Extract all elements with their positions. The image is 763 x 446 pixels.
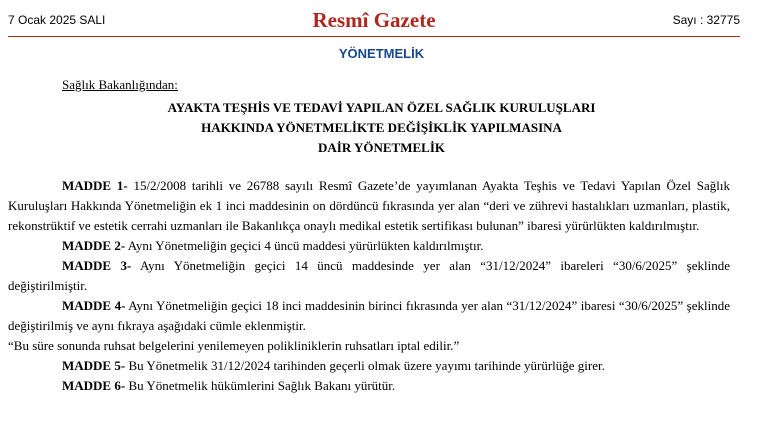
- article-label: MADDE 5-: [62, 358, 126, 373]
- ministry-name: Sağlık Bakanlığından:: [62, 77, 178, 92]
- article-1: [8, 176, 730, 236]
- article-text: Bu Yönetmelik 31/12/2024 tarihinden geçerli olmak üzere yayımı tarihinde yürürlüğe girer.: [125, 358, 605, 373]
- article-text: Aynı Yönetmeliğin geçici 18 inci maddesinin birinci fıkrasında yer alan “31/12/2024” ibaresi “30/6/2025” şeklinde değiştirilmiş ve aynı fıkraya aşağıdaki cümle eklenmiştir.: [8, 298, 731, 333]
- regulation-title: [0, 98, 763, 158]
- article-text: Bu Yönetmelik hükümlerini Sağlık Bakanı yürütür.: [125, 378, 396, 393]
- regulation-title-line: DAİR YÖNETMELİK: [317, 140, 445, 155]
- article-text: “Bu süre sonunda ruhsat belgelerini yenilemeyen polikliniklerin ruhsatları iptal edilir.”: [8, 338, 460, 353]
- article-text: 15/2/2008 tarihli ve 26788 sayılı Resmî Gazete’de yayımlanan Ayakta Teşhis ve Tedavi Yapılan Özel Sağlık Kuruluşları Hakkında Yönetmeliğin ek 1 inci maddesinin on dördüncü fıkrasında yer alan “deri ve zührevi hastalıkları uzmanları, plastik, rekonstrüktif ve estetik cerrahi uzmanları ile Bakanlıkça onaylı medikal estetik sertifikası bulunan” ibaresi yürürlükten kaldırılmıştır.: [8, 178, 730, 233]
- article-label: MADDE 3-: [62, 258, 132, 273]
- article-text: Aynı Yönetmeliğin geçici 14 üncü maddesinde yer alan “31/12/2024” ibareleri “30/6/2025” şeklinde değiştirilmiştir.: [8, 258, 730, 293]
- article-5: [8, 356, 730, 376]
- article-6: [8, 376, 730, 396]
- article-4: [8, 296, 730, 336]
- article-label: MADDE 6-: [62, 378, 126, 393]
- issue-date: 7 Ocak 2025 SALI: [8, 13, 106, 27]
- article-2: [8, 236, 730, 256]
- regulation-title-line: HAKKINDA YÖNETMELİKTE DEĞİŞİKLİK YAPILMASINA: [201, 120, 562, 135]
- article-text: Aynı Yönetmeliğin geçici 4 üncü maddesi yürürlükten kaldırılmıştır.: [125, 238, 484, 253]
- gazette-title: Resmî Gazete: [312, 8, 436, 32]
- article-label: MADDE 4-: [62, 298, 126, 313]
- regulation-body: [8, 176, 730, 396]
- added-sentence: [8, 336, 730, 356]
- issue-number: Sayı : 32775: [672, 13, 740, 27]
- header-divider: [8, 36, 740, 37]
- section-title: YÖNETMELİK: [338, 46, 425, 61]
- regulation-title-line: AYAKTA TEŞHİS VE TEDAVİ YAPILAN ÖZEL SAĞLIK KURULUŞLARI: [167, 100, 596, 115]
- article-label: MADDE 1-: [62, 178, 128, 193]
- article-label: MADDE 2-: [62, 238, 126, 253]
- gazette-header: [8, 8, 740, 36]
- article-3: [8, 256, 730, 296]
